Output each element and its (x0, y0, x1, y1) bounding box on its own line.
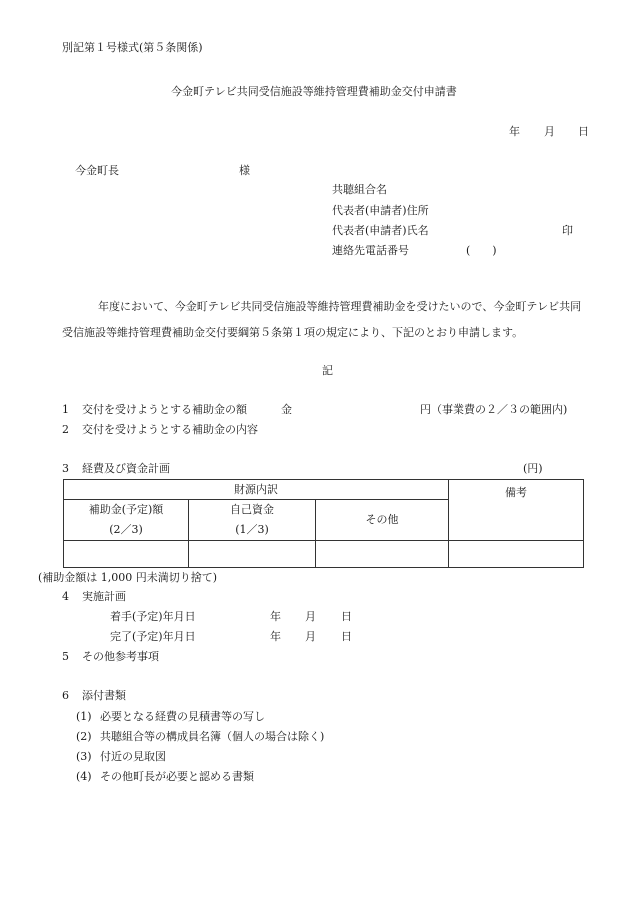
start-month: 月 (305, 610, 316, 623)
subsidy-amount-header (64, 500, 189, 541)
rounding-note: (補助金額は 1,000 円未満切り捨て) (38, 571, 218, 584)
ki-heading: 記 (322, 364, 333, 377)
item6-number: 6 (62, 689, 69, 702)
phone-area-code: ( ) (466, 244, 497, 257)
item6-label: 添付書類 (82, 689, 126, 702)
own-funds-line1: 自己資金 (230, 503, 274, 516)
item1-kin: 金 (281, 403, 292, 416)
seal-mark: 印 (562, 224, 573, 237)
addressee-suffix: 様 (239, 164, 250, 177)
item5-number: 5 (62, 650, 69, 663)
application-statement: 年度において、今金町テレビ共同受信施設等維持管理費補助金を受けたいので、今金町テレビ共同受信施設等維持管理費補助金交付要綱第５条第１項の規定により、下記のとおり申請します。 (62, 300, 582, 339)
end-date-label: 完了(予定)年月日 (110, 630, 196, 643)
remarks-header: 備考 (449, 480, 584, 541)
subsidy-amount-cell[interactable] (64, 541, 189, 568)
start-year: 年 (270, 610, 281, 623)
own-funds-header (189, 500, 316, 541)
date-month: 月 (544, 125, 555, 138)
subsidy-amount-line2: (2／3) (109, 523, 143, 536)
applicant-name-label: 代表者(申請者)氏名 (332, 224, 429, 237)
funding-breakdown-header: 財源内訳 (64, 480, 449, 500)
subsidy-amount-line1: 補助金(予定)額 (88, 503, 164, 516)
item1-label: 交付を受けようとする補助金の額 (82, 403, 247, 416)
attachment-3-number: (3) (76, 750, 92, 763)
item4-number: 4 (62, 590, 69, 603)
funding-table (63, 479, 584, 568)
document-title: 今金町テレビ共同受信施設等維持管理費補助金交付申請書 (171, 85, 457, 98)
other-cell[interactable] (316, 541, 449, 568)
end-day: 日 (341, 630, 352, 643)
item2-label: 交付を受けようとする補助金の内容 (82, 423, 258, 436)
date-year: 年 (509, 125, 520, 138)
addressee-name: 今金町長 (75, 164, 119, 177)
start-day: 日 (341, 610, 352, 623)
attachment-4-text: その他町長が必要と認める書類 (100, 770, 254, 783)
item3-unit: (円) (523, 462, 543, 475)
start-date-label: 着手(予定)年月日 (110, 610, 196, 623)
phone-label: 連絡先電話番号 (332, 244, 409, 257)
item1-yen-note: 円（事業費の２／３の範囲内) (420, 403, 568, 416)
end-year: 年 (270, 630, 281, 643)
attachment-2-number: (2) (76, 730, 92, 743)
union-name-label: 共聴組合名 (332, 183, 387, 196)
attachment-1-number: (1) (76, 710, 92, 723)
item5-label: その他参考事項 (82, 650, 159, 663)
own-funds-line2: (1／3) (235, 523, 269, 536)
form-number: 別記第１号様式(第５条関係) (62, 41, 203, 54)
item3-number: 3 (62, 462, 69, 475)
own-funds-cell[interactable] (189, 541, 316, 568)
end-month: 月 (305, 630, 316, 643)
item2-number: 2 (62, 423, 69, 436)
applicant-address-label: 代表者(申請者)住所 (332, 204, 429, 217)
item4-label: 実施計画 (82, 590, 126, 603)
other-header: その他 (316, 500, 449, 541)
attachment-4-number: (4) (76, 770, 92, 783)
item3-label: 経費及び資金計画 (82, 462, 170, 475)
attachment-3-text: 付近の見取図 (100, 750, 166, 763)
remarks-cell[interactable] (449, 541, 584, 568)
date-day: 日 (578, 125, 589, 138)
attachment-1-text: 必要となる経費の見積書等の写し (100, 710, 265, 723)
attachment-2-text: 共聴組合等の構成員名簿（個人の場合は除く) (100, 730, 325, 743)
item1-number: 1 (62, 403, 69, 416)
